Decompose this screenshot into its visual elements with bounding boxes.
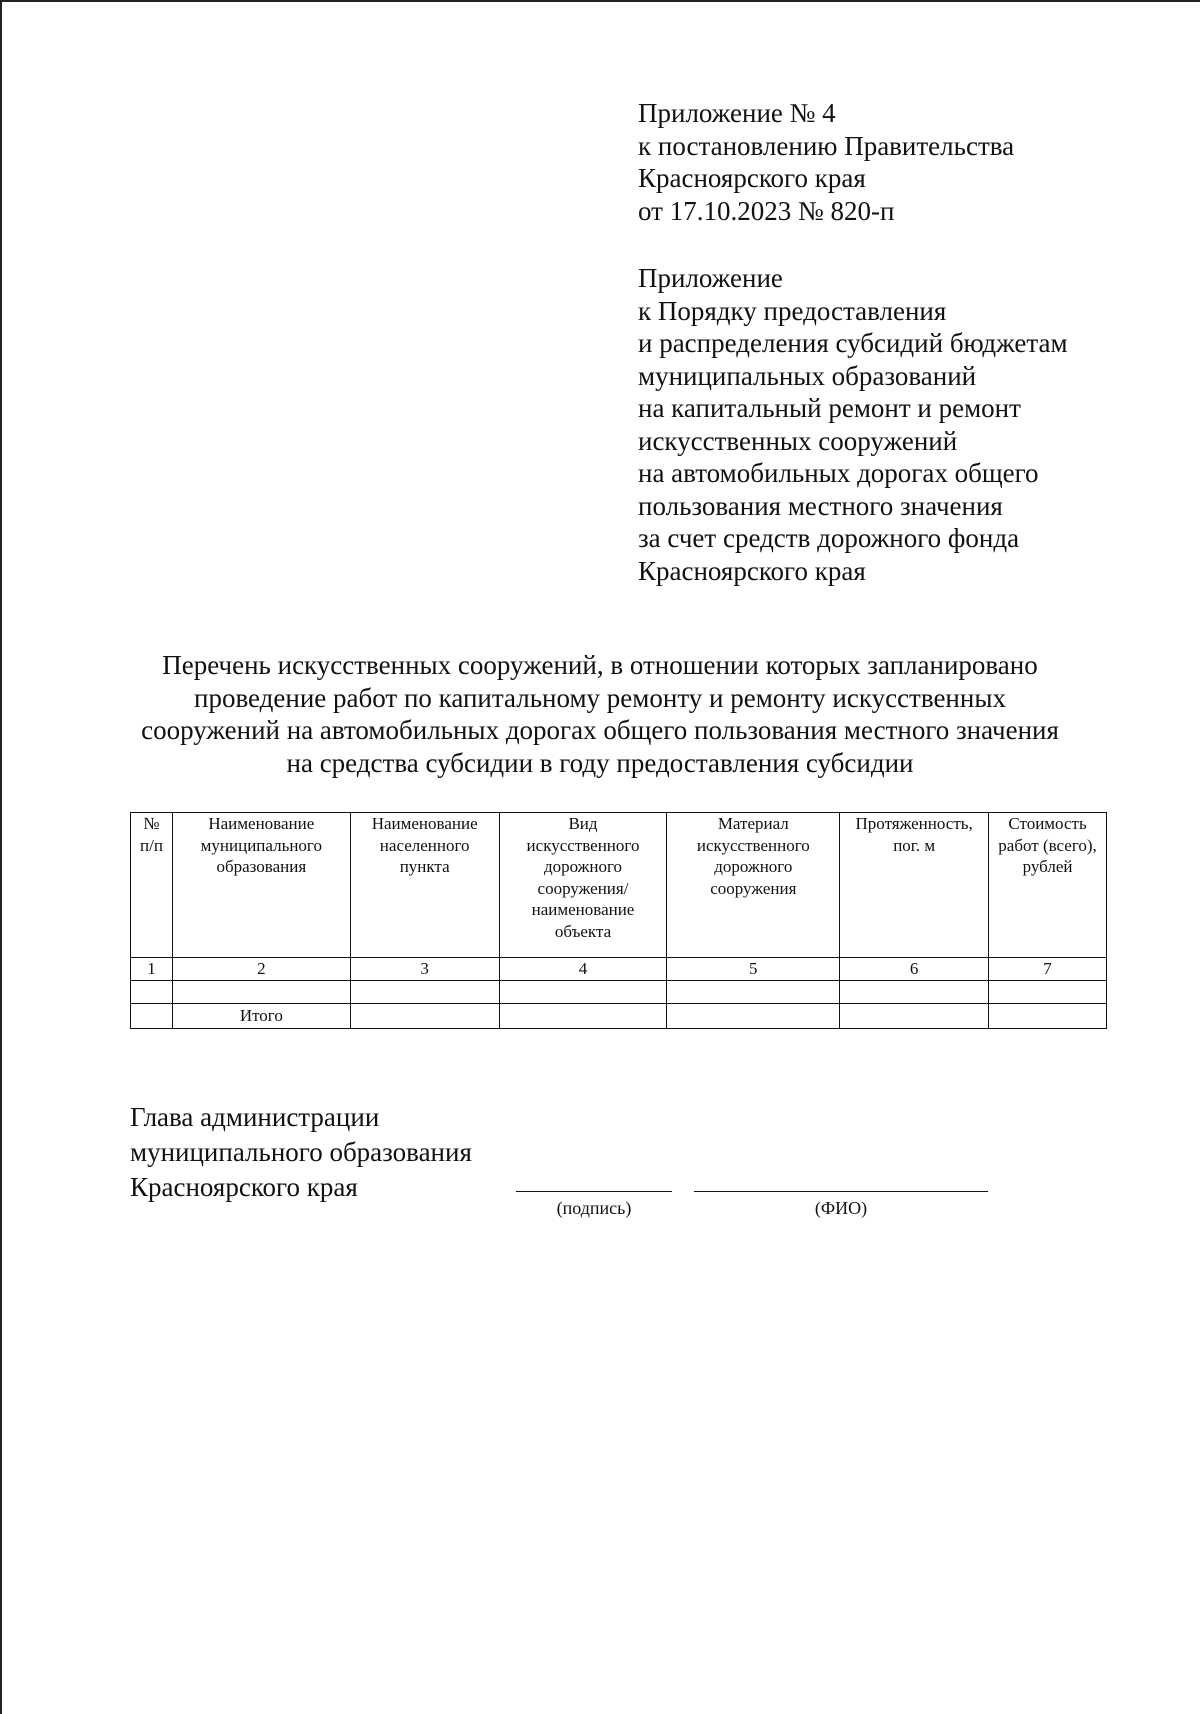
table-cell bbox=[131, 981, 173, 1004]
column-number: 7 bbox=[989, 958, 1107, 981]
signature-line: Красноярского края bbox=[130, 1172, 358, 1202]
table-cell bbox=[350, 1004, 499, 1029]
appendix-line: к постановлению Правительства bbox=[638, 130, 1015, 161]
table-cell bbox=[131, 1004, 173, 1029]
header-cell-material: Материал искусственного дорожного сооружения bbox=[667, 813, 840, 958]
table-cell bbox=[667, 981, 840, 1004]
header-cell-cost: Стоимость работ (всего), рублей bbox=[989, 813, 1107, 958]
header-cell-structure-type: Вид искусственного дорожного сооружения/ наименование объекта bbox=[499, 813, 667, 958]
table-cell bbox=[989, 981, 1107, 1004]
table-cell bbox=[499, 981, 667, 1004]
scan-edge-left bbox=[0, 0, 2, 1714]
title-line: на средства субсидии в году предоставления субсидии bbox=[286, 747, 914, 778]
appendix-header bbox=[638, 97, 1014, 227]
signature-line: Глава администрации bbox=[130, 1102, 380, 1132]
title-line: сооружений на автомобильных дорогах общего пользования местного значения bbox=[141, 715, 1059, 745]
order-line: за счет средств дорожного фонда bbox=[638, 523, 1020, 553]
column-number: 6 bbox=[840, 958, 989, 981]
order-line: на капитальный ремонт и ремонт bbox=[638, 393, 1021, 423]
column-number: 5 bbox=[667, 958, 840, 981]
signature-block bbox=[130, 1100, 472, 1205]
header-cell-municipality: Наименование муниципального образования bbox=[172, 813, 350, 958]
order-line: искусственных сооружений bbox=[638, 425, 958, 456]
table-row bbox=[131, 981, 1107, 1004]
signature-caption: (подпись) bbox=[556, 1198, 632, 1218]
total-label: Итого bbox=[172, 1004, 350, 1029]
column-number: 2 bbox=[172, 958, 350, 981]
order-line: муниципальных образований bbox=[638, 360, 977, 391]
order-line: к Порядку предоставления bbox=[638, 295, 947, 326]
appendix-line: Красноярского края bbox=[638, 163, 866, 193]
table-cell bbox=[350, 981, 499, 1004]
title-line: Перечень искусственных сооружений, в отношении которых запланировано bbox=[162, 650, 1038, 680]
appendix-line: Приложение № 4 bbox=[638, 98, 836, 128]
signature-underline bbox=[516, 1191, 672, 1192]
table-cell bbox=[172, 981, 350, 1004]
column-number: 1 bbox=[131, 958, 173, 981]
header-cell-length: Протяженность, пог. м bbox=[840, 813, 989, 958]
order-line: пользования местного значения bbox=[638, 490, 1003, 521]
order-line: на автомобильных дорогах общего bbox=[638, 458, 1039, 488]
order-line: Приложение bbox=[638, 263, 783, 293]
signature-line: муниципального образования bbox=[130, 1137, 472, 1167]
order-line: Красноярского края bbox=[638, 555, 866, 586]
column-number: 3 bbox=[350, 958, 499, 981]
table-cell bbox=[499, 1004, 667, 1029]
scan-edge-top bbox=[0, 0, 1200, 2]
name-caption: (ФИО) bbox=[814, 1198, 868, 1218]
total-row bbox=[131, 1004, 1107, 1029]
order-line: и распределения субсидий бюджетам bbox=[638, 328, 1068, 358]
order-header bbox=[638, 262, 1068, 587]
table-cell bbox=[840, 981, 989, 1004]
table-header-row bbox=[131, 813, 1107, 958]
column-number: 4 bbox=[499, 958, 667, 981]
name-underline bbox=[694, 1191, 988, 1192]
structures-table bbox=[130, 812, 1107, 1029]
column-number-row bbox=[131, 958, 1107, 981]
table-cell bbox=[667, 1004, 840, 1029]
header-cell-number: № п/п bbox=[131, 813, 173, 958]
header-cell-settlement: Наименование населенного пункта bbox=[350, 813, 499, 958]
table-cell bbox=[840, 1004, 989, 1029]
document-title bbox=[0, 649, 1200, 779]
table-cell bbox=[989, 1004, 1107, 1029]
title-line: проведение работ по капитальному ремонту и ремонту искусственных bbox=[194, 682, 1006, 713]
appendix-line: от 17.10.2023 № 820-п bbox=[638, 195, 895, 226]
